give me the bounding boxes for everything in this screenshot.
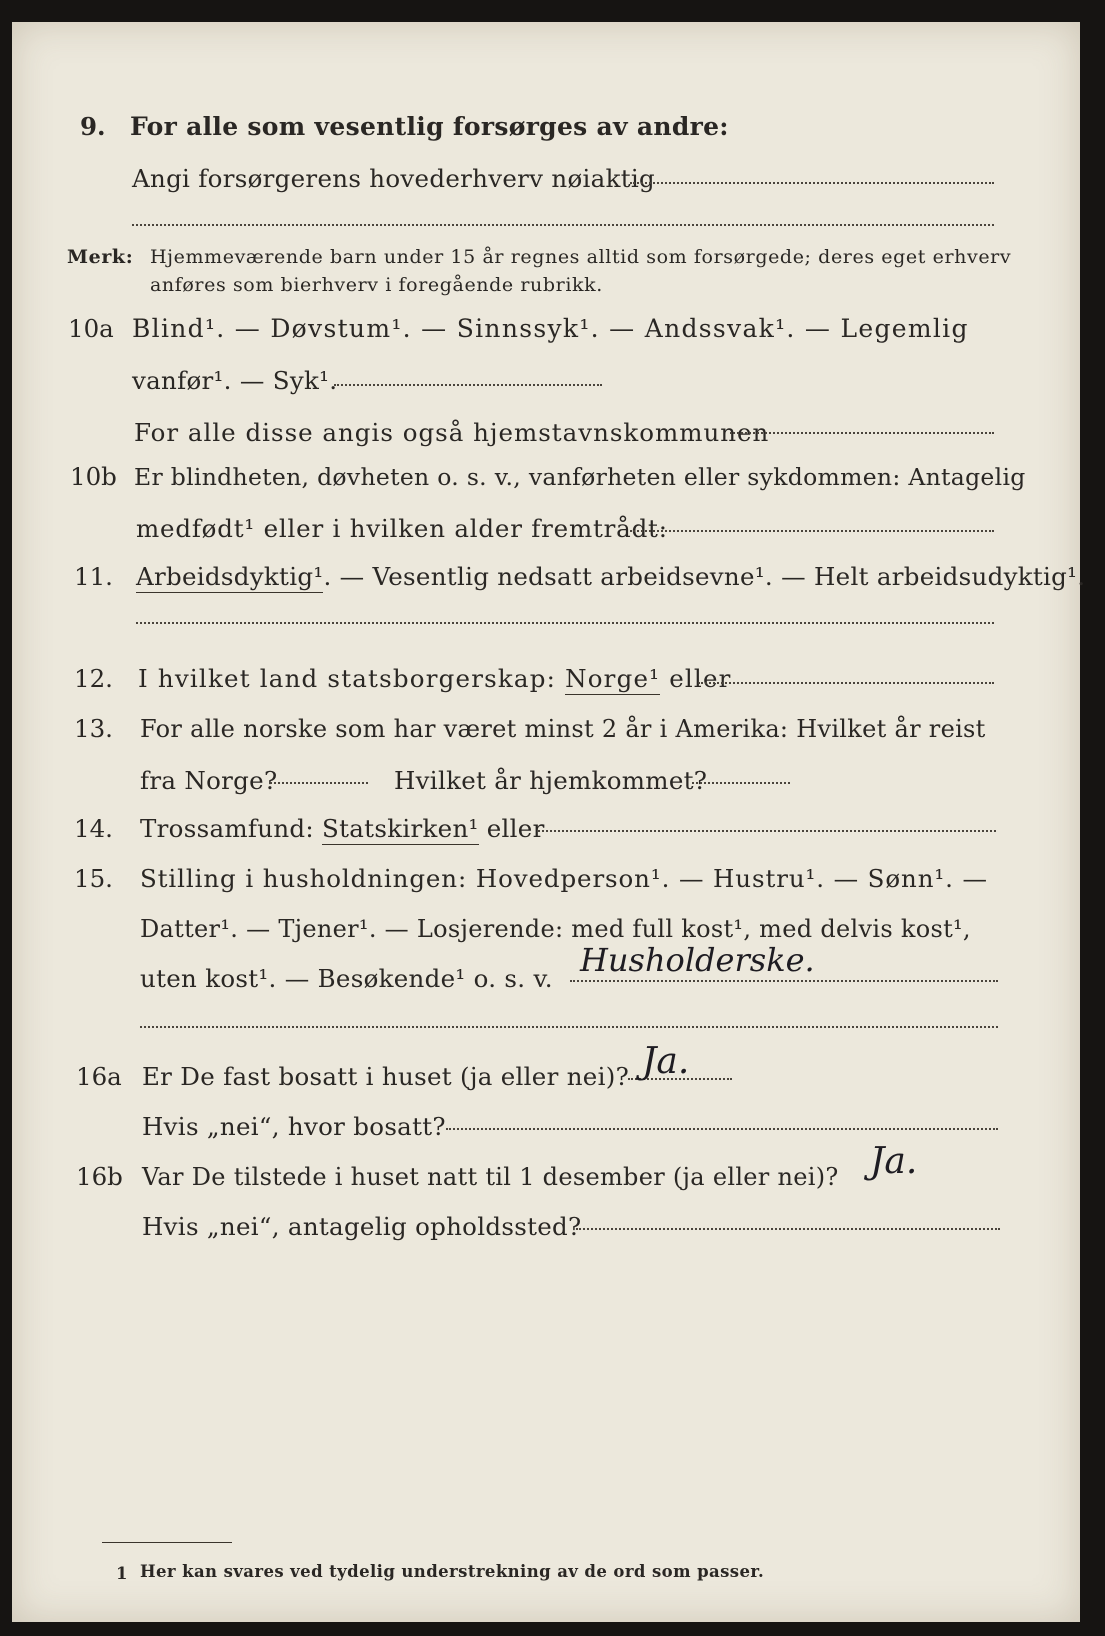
- q16b-line1: Var De tilstede i huset natt til 1 desember (ja eller nei)?: [142, 1163, 839, 1191]
- q14-prefix: Trossamfund:: [140, 814, 314, 843]
- q13-line2b: Hvilket år hjemkommet?: [394, 766, 708, 795]
- q10b-number: 10b: [70, 462, 117, 491]
- q16a-line1: Er De fast bosatt i huset (ja eller nei)?: [142, 1062, 629, 1091]
- merk-line2: anføres som bierhverv i foregående rubrikk.: [150, 274, 603, 296]
- q15-handwritten-answer: Husholderske.: [580, 941, 815, 979]
- q16b-handwritten-answer: Ja.: [870, 1141, 918, 1182]
- footnote-text: Her kan svares ved tydelig understrekning av de ord som passer.: [140, 1562, 765, 1581]
- q15-line1: Stilling i husholdningen: Hovedperson¹. — Hustru¹. — Sønn¹. —: [140, 864, 988, 893]
- q13-line1: For alle norske som har været minst 2 år i Amerika: Hvilket år reist: [140, 715, 986, 743]
- q9-title: For alle som vesentlig forsørges av andre:: [130, 112, 729, 141]
- q9-extra-dotted-line: [132, 224, 994, 226]
- q15-line3: uten kost¹. — Besøkende¹ o. s. v.: [140, 964, 553, 993]
- q14-option-statskirken[interactable]: Statskirken¹: [322, 814, 479, 843]
- q11-text: [136, 562, 1085, 592]
- q10a-number: 10a: [68, 314, 114, 343]
- footnote-mark: 1: [116, 1564, 128, 1583]
- q10a-line1: Blind¹. — Døvstum¹. — Sinnssyk¹. — Andssvak¹. — Legemlig: [132, 314, 969, 343]
- q16b-opholdssted-dotted-line: [576, 1228, 1000, 1230]
- q9-answer-dotted-line: [630, 182, 994, 184]
- q14-answer-dotted-line: [538, 830, 996, 832]
- q9-line2: Angi forsørgerens hovederhverv nøiaktig: [132, 164, 655, 193]
- q12-prefix: I hvilket land statsborgerskap:: [138, 664, 557, 693]
- merk-label: Merk:: [67, 246, 134, 268]
- q9-number: 9.: [80, 112, 106, 141]
- q10b-line2: medfødt¹ eller i hvilken alder fremtrådt:: [136, 514, 668, 543]
- q13-line2a: fra Norge?: [140, 766, 278, 795]
- merk-line1: Hjemmeværende barn under 15 år regnes alltid som forsørgede; deres eget erhverv: [150, 246, 1012, 268]
- q13-hjemkommet-dotted-line: [692, 782, 790, 784]
- q16b-line2: Hvis „nei“, antagelig opholdssted?: [142, 1212, 582, 1241]
- q11-rest: . — Vesentlig nedsatt arbeidsevne¹. — Helt arbeidsudyktig¹.: [323, 562, 1086, 591]
- footnote-rule: [102, 1542, 232, 1543]
- q10a-line2: vanfør¹. — Syk¹.: [132, 366, 338, 395]
- q13-number: 13.: [74, 714, 113, 743]
- q12-option-norge[interactable]: Norge¹: [565, 664, 661, 693]
- q10b-line1: Er blindheten, døvheten o. s. v., vanførheten eller sykdommen: Antagelig: [134, 463, 1026, 491]
- q14-number: 14.: [74, 814, 113, 843]
- q15-answer-dotted-line: [570, 980, 998, 982]
- q16b-number: 16b: [76, 1162, 123, 1191]
- q10a-kommune-dotted-line: [730, 432, 994, 434]
- q15-extra-dotted-line: [140, 1026, 998, 1028]
- q11-extra-dotted-line: [136, 622, 994, 624]
- q11-number: 11.: [74, 562, 113, 591]
- q10a-syk-dotted-line: [334, 384, 602, 386]
- q16a-number: 16a: [76, 1062, 122, 1091]
- census-form-page: [12, 22, 1086, 1622]
- q12-text: [138, 664, 732, 694]
- q11-option-arbeidsdyktig[interactable]: Arbeidsdyktig¹: [136, 562, 324, 591]
- q12-suffix: eller: [669, 664, 732, 693]
- q15-line2: Datter¹. — Tjener¹. — Losjerende: med full kost¹, med delvis kost¹,: [140, 915, 971, 943]
- q10b-answer-dotted-line: [630, 530, 994, 532]
- q16a-line2: Hvis „nei“, hvor bosatt?: [142, 1112, 446, 1141]
- q14-text: [140, 814, 545, 844]
- q16a-bosatt-dotted-line: [446, 1128, 998, 1130]
- q12-number: 12.: [74, 664, 113, 693]
- q13-reist-dotted-line: [270, 782, 368, 784]
- q14-suffix: eller: [486, 814, 545, 843]
- q12-answer-dotted-line: [698, 682, 994, 684]
- q10a-line3: For alle disse angis også hjemstavnskommunen: [134, 418, 770, 447]
- q16a-handwritten-answer: Ja.: [642, 1041, 690, 1082]
- q15-number: 15.: [74, 864, 113, 893]
